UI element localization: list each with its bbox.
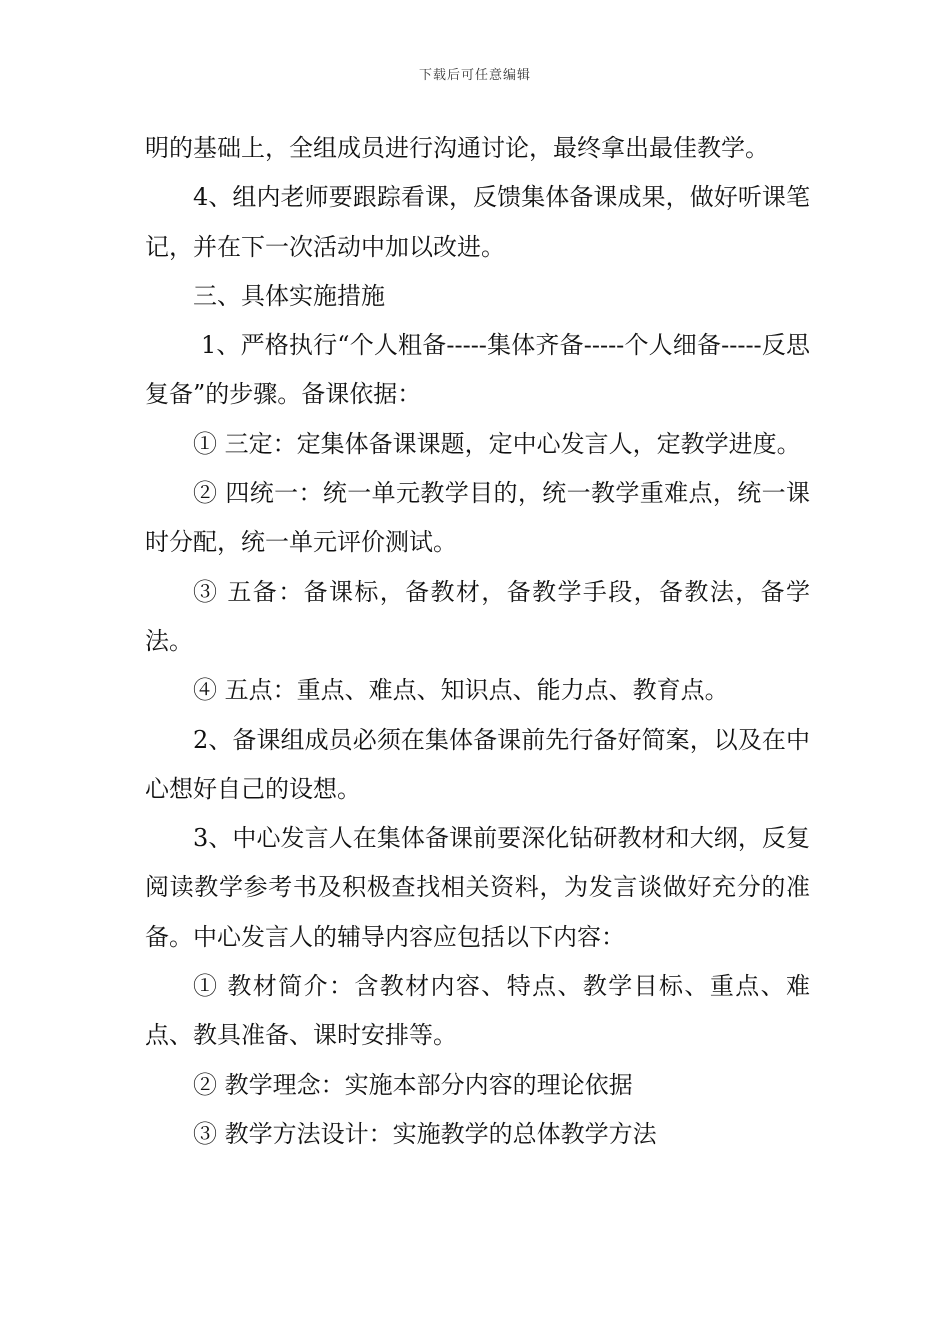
paragraph-five-preparations: ③ 五备：备课标，备教材，备教学手段，备教法，备学法。 xyxy=(145,577,810,655)
paragraph-five-points: ④ 五点：重点、难点、知识点、能力点、教育点。 xyxy=(193,676,729,705)
paragraph-textbook-intro: ① 教材简介：含教材内容、特点、教学目标、重点、难点、教具准备、课时安排等。 xyxy=(145,972,810,1050)
paragraph-measure-2: 2、备课组成员必须在集体备课前先行备好简案，以及在中心想好自己的设想。 xyxy=(145,725,810,803)
paragraph-four-unifications: ② 四统一：统一单元教学目的，统一教学重难点，统一课时分配，统一单元评价测试。 xyxy=(145,479,810,557)
page-header: 下载后可任意编辑 xyxy=(418,68,531,83)
paragraph-three-fixes: ① 三定：定集体备课课题，定中心发言人，定教学进度。 xyxy=(193,429,801,458)
paragraph-item-4: 4、组内老师要跟踪看课，反馈集体备课成果，做好听课笔记，并在下一次活动中加以改进。 xyxy=(145,183,810,261)
paragraph-continuation: 明的基础上，全组成员进行沟通讨论，最终拿出最佳教学。 xyxy=(145,134,769,162)
paragraph-teaching-method: ③ 教学方法设计：实施教学的总体教学方法 xyxy=(193,1119,657,1148)
document-body xyxy=(145,124,810,1159)
paragraph-measure-3: 3、中心发言人在集体备课前要深化钻研教材和大纲，反复阅读教学参考书及积极查找相关资料，为发言谈做好充分的准备。中心发言人的辅导内容应包括以下内容： xyxy=(145,824,810,951)
paragraph-measure-1: 1、严格执行“个人粗备-----集体齐备-----个人细备-----反思复备”的步骤。备课依据： xyxy=(145,331,810,409)
paragraph-teaching-concept: ② 教学理念：实施本部分内容的理论依据 xyxy=(193,1070,633,1099)
section-heading-implementation: 三、具体实施措施 xyxy=(193,281,385,310)
